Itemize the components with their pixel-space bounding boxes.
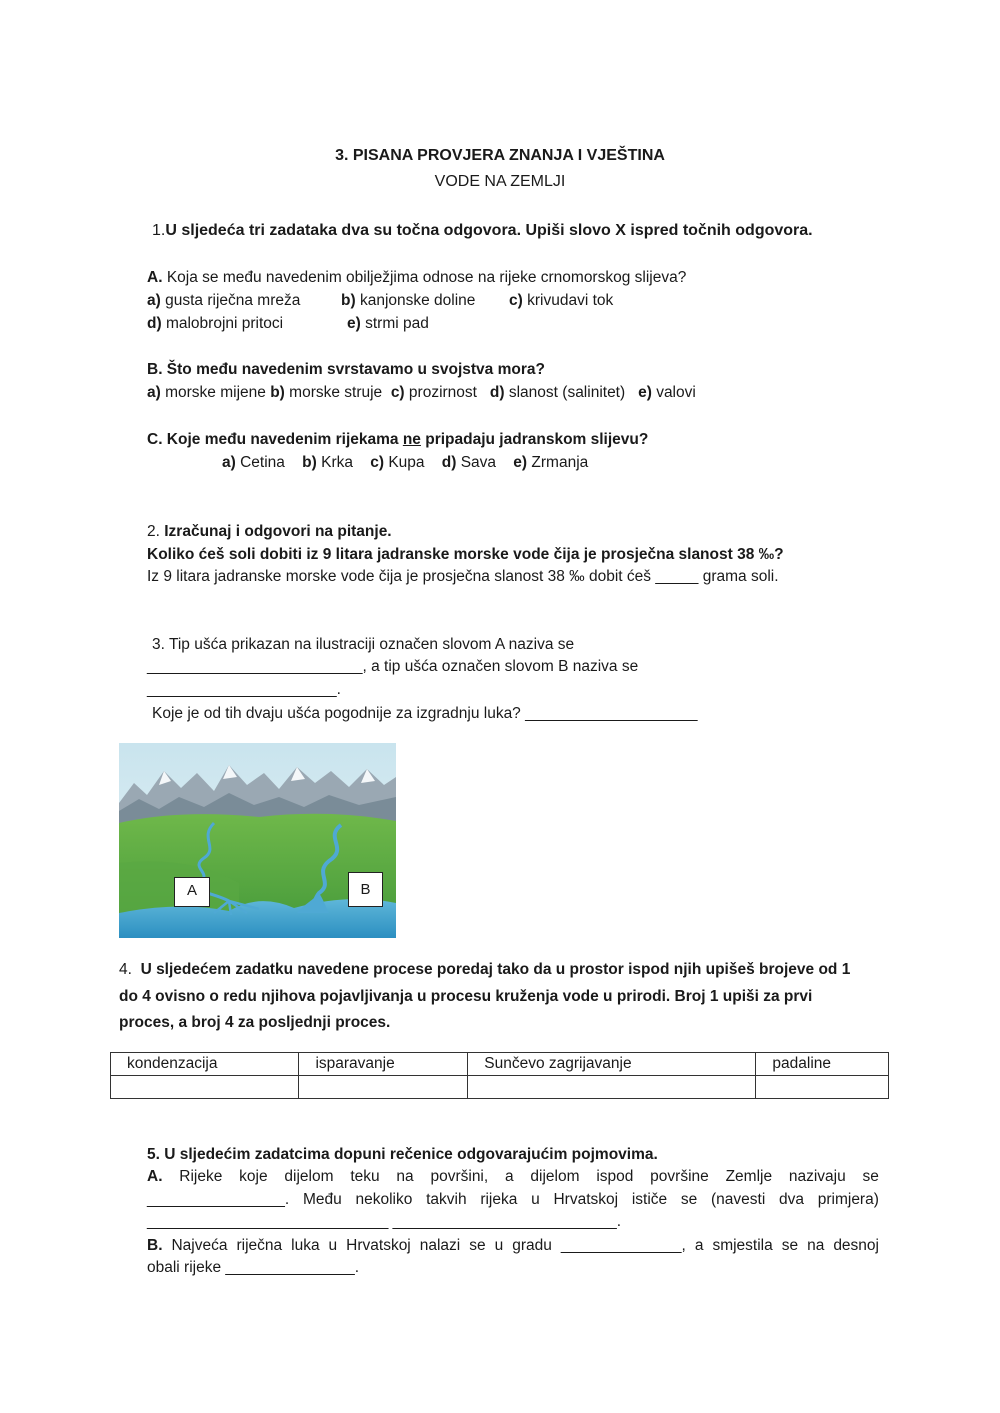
task2-answer-blank[interactable]: _____: [655, 568, 699, 585]
task1a-letter: A.: [147, 269, 163, 286]
task1b-options: [147, 383, 696, 403]
task1-number: 1.: [152, 222, 166, 239]
task5b-line1: B. Najveća riječna luka u Hrvatskoj nalazi se u gradu ______________, a smjestila se na desnoj: [147, 1235, 879, 1257]
task4-line1: 4. U sljedećem zadatku navedene procese poredaj tako da u prostor ispod njih upišeš brojeve od 1: [119, 961, 851, 978]
task2-question: Koliko ćeš soli dobiti iz 9 litara jadranske morske vode čija je prosječna slanost 38 ‰?: [147, 546, 784, 563]
task1-instruction: [152, 221, 813, 241]
task5a-line1: A. Rijeke koje dijelom teku na površini, a dijelom ispod površine Zemlje nazivaju se: [147, 1168, 879, 1185]
task1c-option-e[interactable]: e) Zrmanja: [513, 454, 589, 471]
task1b-option-a[interactable]: a) morske mijene: [147, 384, 266, 401]
process-header-row: [111, 1053, 889, 1076]
task3-blank-b[interactable]: ______________________.: [147, 681, 341, 698]
task5a-examples-blanks[interactable]: ____________________________ __________________________.: [147, 1213, 622, 1230]
task5b-city-blank[interactable]: ______________,: [560, 1237, 686, 1254]
process-cell-padaline: padaline: [756, 1053, 889, 1076]
task4-line2: do 4 ovisno o redu njihova pojavljivanja u procesu kruženja vode u prirodi. Broj 1 upiši za prvi: [119, 988, 813, 1005]
task3-line4: Koje je od tih dvaju ušća pogodnije za izgradnju luka? ____________________: [152, 705, 698, 722]
task3-line1: 3. Tip ušća prikazan na ilustraciji označen slovom A naziva se: [152, 636, 575, 653]
answer-cell-4[interactable]: [756, 1076, 889, 1099]
task1b-option-d[interactable]: d) slanost (salinitet): [489, 384, 626, 401]
process-cell-kondenzacija: kondenzacija: [111, 1053, 299, 1076]
task1a-question-text: Koja se među navedenim obilježjima odnose na rijeke crnomorskog slijeva?: [166, 269, 687, 286]
answer-cell-3[interactable]: [468, 1076, 756, 1099]
page-subtitle: VODE NA ZEMLJI: [434, 173, 566, 190]
task1c-negation: ne: [402, 431, 421, 448]
task1a-option-b[interactable]: b) kanjonske doline: [341, 292, 476, 309]
task1a-option-e[interactable]: e) strmi pad: [347, 315, 429, 332]
task1c-option-a[interactable]: a) Cetina: [222, 454, 285, 471]
task2-answer-line: Iz 9 litara jadranske morske vode čija je prosječna slanost 38 ‰ dobit ćeš _____ grama soli.: [147, 568, 779, 585]
task1c-option-c[interactable]: c) Kupa: [370, 454, 425, 471]
task4-number: 4.: [119, 961, 132, 978]
landscape-image: [119, 743, 396, 938]
task1a-option-a[interactable]: a) gusta riječna mreža: [147, 292, 301, 309]
task5-instruction: 5. U sljedećim zadatcima dopuni rečenice odgovarajućim pojmovima.: [147, 1146, 658, 1163]
task1c-option-b[interactable]: b) Krka: [302, 454, 353, 471]
task1a-question: [147, 268, 686, 288]
task5b-line2[interactable]: obali rijeke _______________.: [147, 1259, 360, 1276]
process-table: [110, 1052, 889, 1099]
task1b-option-e[interactable]: e) valovi: [638, 384, 696, 401]
task2-number: 2.: [147, 523, 160, 540]
process-answer-row: [111, 1076, 889, 1099]
task1b-option-b[interactable]: b) morske struje: [270, 384, 383, 401]
task1c-option-d[interactable]: d) Sava: [441, 454, 497, 471]
answer-cell-1[interactable]: [111, 1076, 299, 1099]
task1c-options: [222, 453, 588, 473]
task1b-question: B. Što među navedenim svrstavamo u svojstva mora?: [147, 361, 545, 378]
river-mouth-illustration: [119, 743, 396, 938]
label-b-box: B: [348, 872, 383, 907]
task2-instruction: 2. Izračunaj i odgovori na pitanje.: [147, 523, 392, 540]
task3-line2: _________________________, a tip ušća označen slovom B naziva se: [147, 658, 639, 675]
task1a-option-d[interactable]: d) malobrojni pritoci: [147, 315, 284, 332]
task1c-question: C. Koje među navedenim rijekama ne pripadaju jadranskom slijevu?: [147, 431, 649, 448]
answer-cell-2[interactable]: [299, 1076, 468, 1099]
task3-blank-a[interactable]: _________________________: [147, 658, 363, 675]
page-title: 3. PISANA PROVJERA ZNANJA I VJEŠTINA: [335, 147, 665, 164]
process-cell-suncevo-zagrijavanje: Sunčevo zagrijavanje: [468, 1053, 756, 1076]
task1-instruction-text: U sljedeća tri zadataka dva su točna odgovora. Upiši slovo X ispred točnih odgovora.: [165, 222, 813, 239]
label-a-box: A: [174, 877, 210, 907]
task5a-line2: ________________. Među nekoliko takvih rijeka u Hrvatskoj ističe se (navesti dva primjera): [147, 1189, 879, 1211]
task1b-option-c[interactable]: c) prozirnost: [390, 384, 477, 401]
task4-line3: proces, a broj 4 za posljednji proces.: [119, 1014, 391, 1031]
task1a-option-c[interactable]: c) krivudavi tok: [509, 292, 614, 309]
process-cell-isparavanje: isparavanje: [299, 1053, 468, 1076]
task5a-blank[interactable]: ________________.: [147, 1191, 290, 1208]
